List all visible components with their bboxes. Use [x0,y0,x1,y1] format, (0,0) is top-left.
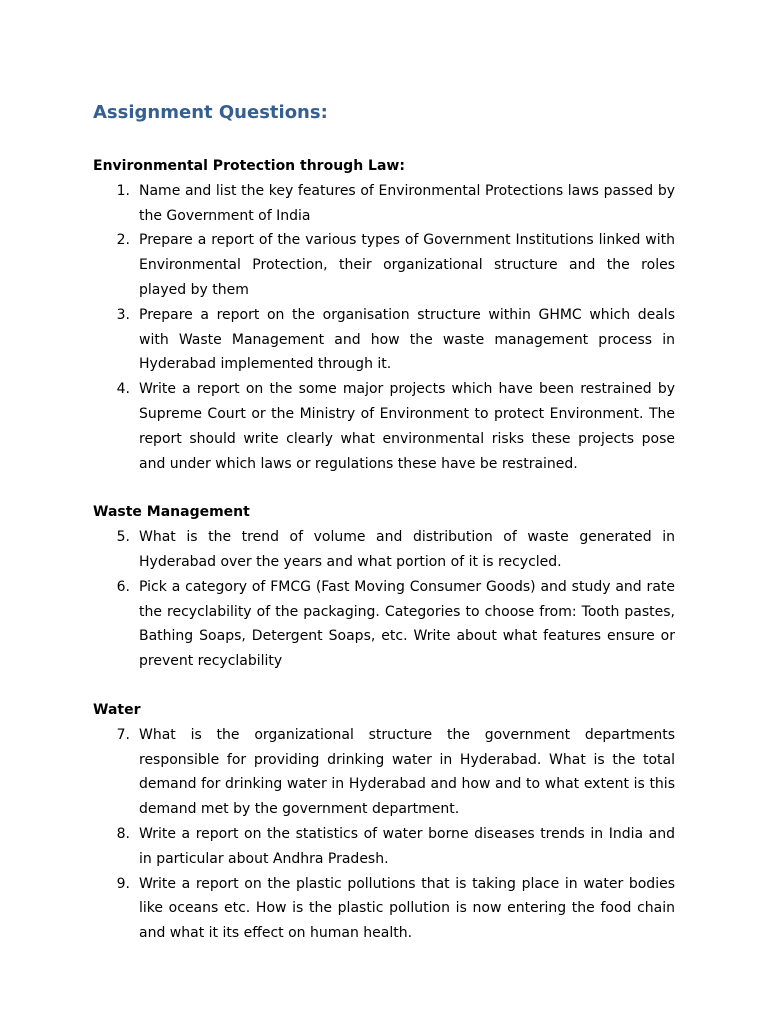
question-text: Write a report on the some major projects which have been restrained by Supreme Court or the Ministry of Environment to protect Environment. The report should write clearly what environmental risks these projects pose and under which laws or regulations these have be restrained. [139,381,675,472]
question-number: 9. [116,875,130,892]
question-item [93,872,675,946]
page-title: Assignment Questions: [93,102,328,123]
document-page [93,100,675,946]
section-heading: Water [93,701,141,718]
question-text: What is the trend of volume and distribution of waste generated in Hyderabad over the years and what portion of it is recycled. [139,529,675,570]
section-heading: Waste Management [93,504,250,521]
question-list [93,525,675,674]
question-item [93,525,675,575]
question-item [93,303,675,377]
question-text: Write a report on the plastic pollutions that is taking place in water bodies like oceans etc. How is the plastic pollution is now entering the food chain and what it its effect on human health. [139,875,675,942]
section-environmental-protection [93,154,675,476]
question-number: 2. [116,232,130,249]
question-item [93,179,675,229]
question-item [93,575,675,674]
question-number: 4. [116,381,130,398]
question-number: 6. [116,578,130,595]
section-heading: Environmental Protection through Law: [93,158,405,174]
question-number: 1. [116,182,130,199]
question-text: Prepare a report of the various types of Government Institutions linked with Environmental Protection, their organizational structure and the roles played by them [139,232,675,298]
question-text: Write a report on the statistics of water borne diseases trends in India and in particular about Andhra Pradesh. [139,825,675,867]
section-waste-management [93,500,675,674]
question-text: Pick a category of FMCG (Fast Moving Consumer Goods) and study and rate the recyclability of the packaging. Categories to choose from: Tooth pastes, Bathing Soaps, Detergent Soaps, etc. Write about what features ensure or prevent recyclability [139,578,675,670]
question-text: What is the organizational structure the government departments responsible for providing drinking water in Hyderabad. What is the total demand for drinking water in Hyderabad and how and to what extent is this demand met by the government department. [139,726,675,818]
question-number: 7. [116,726,130,743]
question-list [93,179,675,477]
question-text: Prepare a report on the organisation structure within GHMC which deals with Waste Management and how the waste management process in Hyderabad implemented through it. [139,306,675,373]
question-item [93,723,675,822]
question-item [93,822,675,872]
question-text: Name and list the key features of Environmental Protections laws passed by the Government of India [139,182,675,224]
question-item [93,377,675,476]
question-number: 8. [116,825,130,842]
section-water [93,698,675,946]
question-number: 3. [116,306,130,323]
question-item [93,228,675,302]
question-list [93,723,675,946]
question-number: 5. [116,529,130,546]
